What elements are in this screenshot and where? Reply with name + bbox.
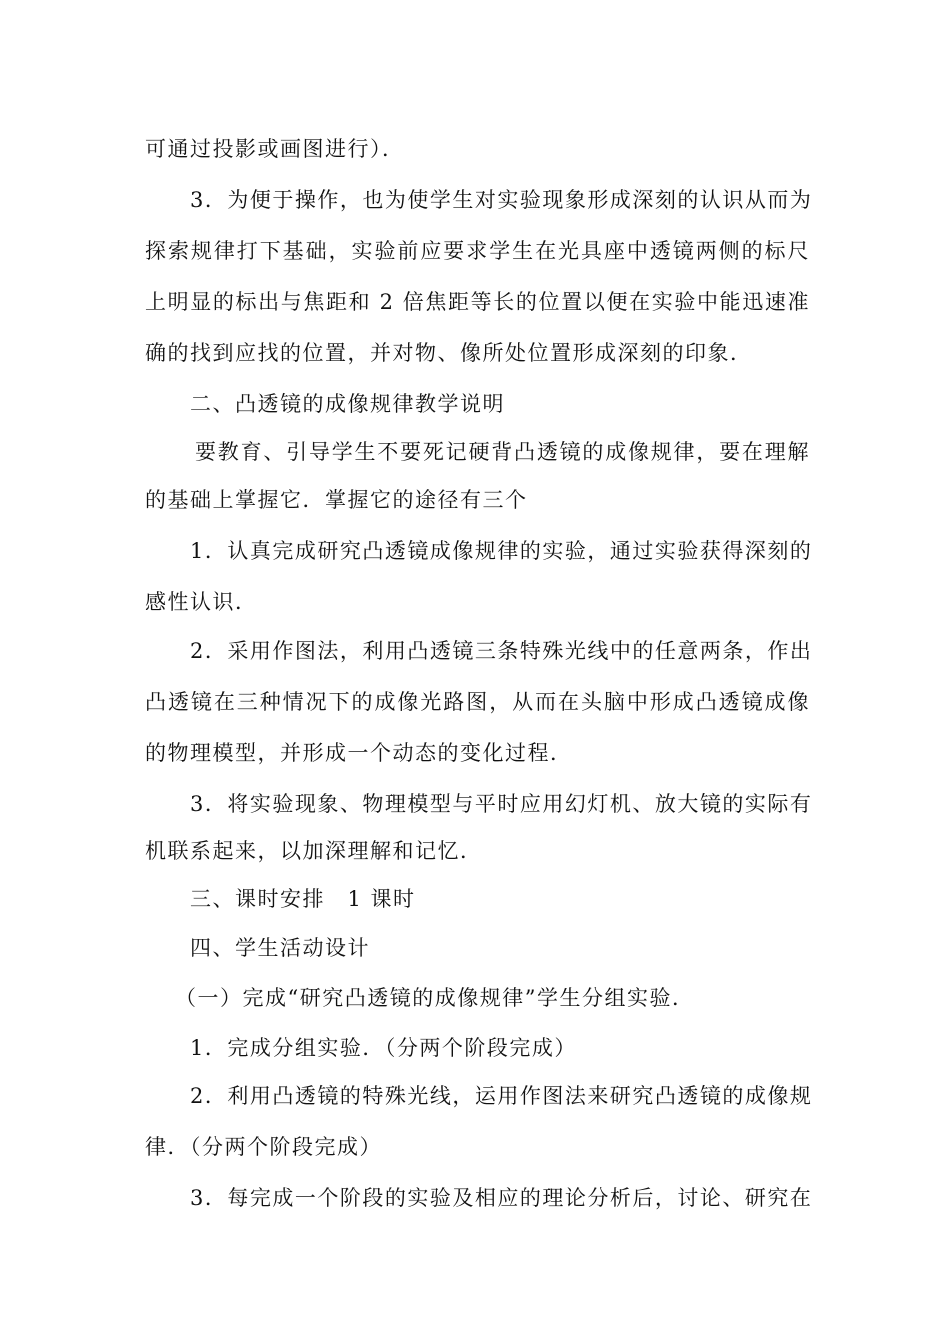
paragraph-line: 凸透镜在三种情况下的成像光路图，从而在头脑中形成凸透镜成像: [145, 690, 810, 714]
paragraph-line: 3．为便于操作，也为使学生对实验现象形成深刻的认识从而为: [190, 188, 813, 212]
subsection-heading: （一）完成“研究凸透镜的成像规律”学生分组实验．: [175, 986, 695, 1010]
paragraph-line: 2．采用作图法，利用凸透镜三条特殊光线中的任意两条，作出: [190, 639, 813, 663]
section-heading: 二、凸透镜的成像规律教学说明: [190, 392, 505, 416]
paragraph-line: 3．将实验现象、物理模型与平时应用幻灯机、放大镜的实际有: [190, 792, 813, 816]
paragraph-line: 可通过投影或画图进行）．: [145, 137, 405, 161]
section-heading: 三、课时安排 1 课时: [190, 887, 416, 911]
paragraph-line: 确的找到应找的位置，并对物、像所处位置形成深刻的印象．: [145, 341, 753, 365]
list-item: 律．（分两个阶段完成）: [145, 1135, 382, 1159]
paragraph-line: 的物理模型，并形成一个动态的变化过程．: [145, 741, 573, 765]
section-heading: 四、学生活动设计: [190, 936, 370, 960]
list-item: 2．利用凸透镜的特殊光线，运用作图法来研究凸透镜的成像规: [190, 1084, 813, 1108]
paragraph-line: 探索规律打下基础，实验前应要求学生在光具座中透镜两侧的标尺: [145, 239, 810, 263]
list-item: 3．每完成一个阶段的实验及相应的理论分析后，讨论、研究在: [190, 1186, 813, 1210]
paragraph-line: 的基础上掌握它．掌握它的途径有三个: [145, 488, 528, 512]
paragraph-line: 上明显的标出与焦距和 2 倍焦距等长的位置以便在实验中能迅速准: [145, 290, 810, 314]
paragraph-line: 机联系起来，以加深理解和记忆．: [145, 839, 483, 863]
paragraph-line: 要教育、引导学生不要死记硬背凸透镜的成像规律，要在理解: [195, 440, 810, 464]
list-item: 1．完成分组实验．（分两个阶段完成）: [190, 1036, 577, 1060]
paragraph-line: 1．认真完成研究凸透镜成像规律的实验，通过实验获得深刻的: [190, 539, 813, 563]
paragraph-line: 感性认识．: [145, 590, 258, 614]
